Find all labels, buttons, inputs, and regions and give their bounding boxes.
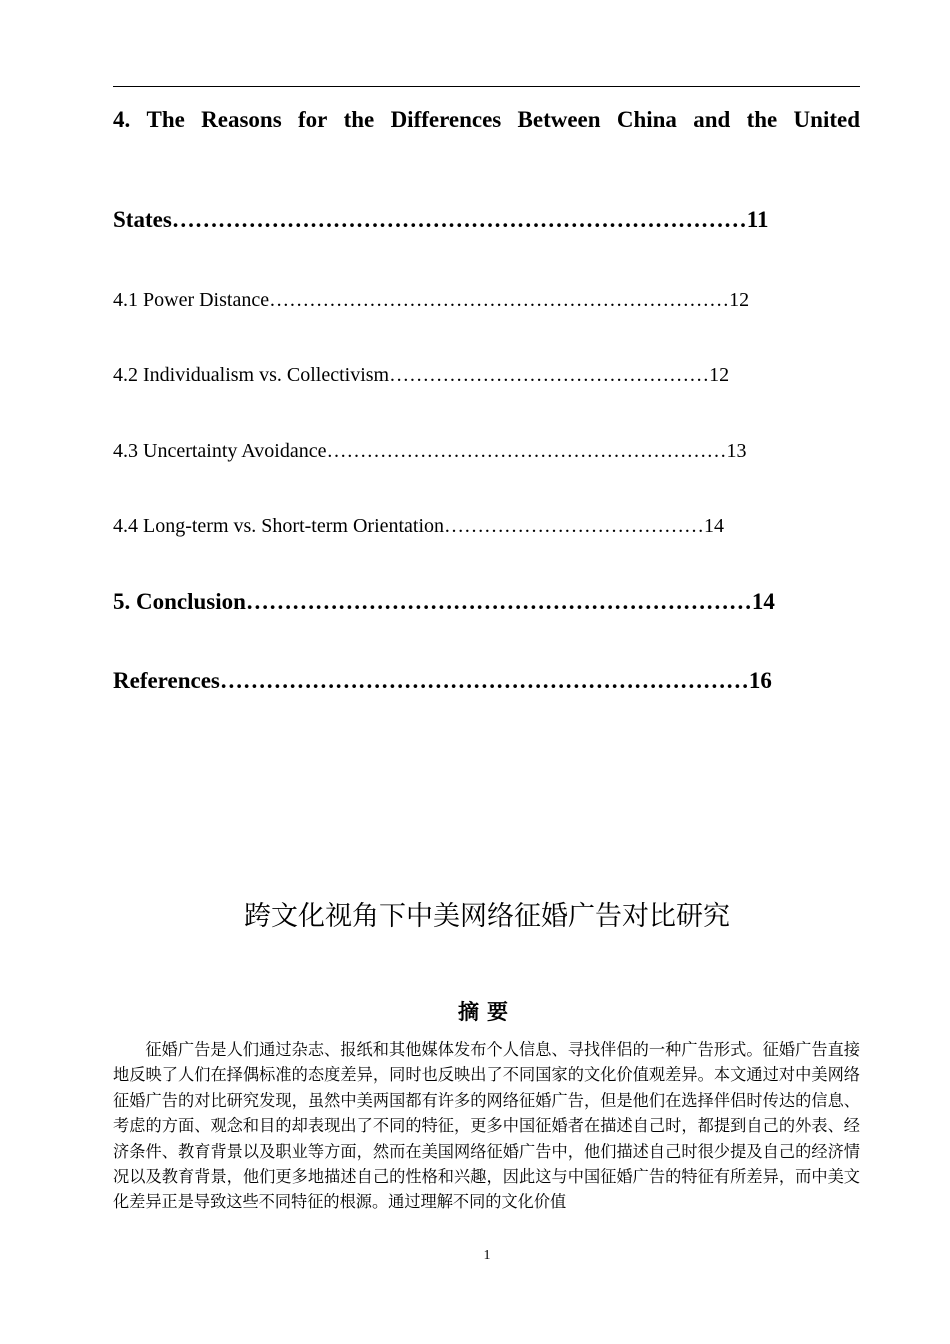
abstract-heading: 摘要 xyxy=(458,1000,516,1024)
toc-word: 4. xyxy=(113,107,131,132)
toc-chapter-4-line1 xyxy=(113,107,860,133)
toc-word: The xyxy=(146,107,185,132)
chinese-title: 跨文化视角下中美网络征婚广告对比研究 xyxy=(244,901,730,932)
abstract-paragraph: 征婚广告是人们通过杂志、报纸和其他媒体发布个人信息、寻找伴侣的一种广告形式。征婚广告直接地反映了人们在择偶标准的态度差异，同时也反映出了不同国家的文化价值观差异。本文通过对中美网络征婚广告的对比研究发现，虽然中美两国都有许多的网络征婚广告，但是他们在选择伴侣时传达的信息、考虑的方面、观念和目的却表现出了不同的特征，更多中国征婚者在描述自己时，都提到自己的外表、经济条件、教育背景以及职业等方面，然而在美国网络征婚广告中，他们描述自己时很少提及自己的经济情况以及教育背景，他们更多地描述自己的性格和兴趣，因此这与中国征婚广告的特征有所差异，而中美文化差异正是导致这些不同特征的根源。通过理解不同的文化价值 xyxy=(113,1040,860,1212)
toc-references[interactable]: References……………………………………………………………16 xyxy=(113,668,772,693)
toc-word: the xyxy=(746,107,778,132)
toc-section-4-4[interactable]: 4.4 Long-term vs. Short-term Orientation…………………………………14 xyxy=(113,515,725,537)
toc-word: for xyxy=(297,107,328,132)
toc-chapter-5[interactable]: 5. Conclusion…………………………………………………………14 xyxy=(113,589,775,614)
toc-word: Reasons xyxy=(201,107,282,132)
toc-word: the xyxy=(343,107,375,132)
header-rule xyxy=(113,86,860,87)
toc-word: China xyxy=(616,107,677,132)
toc-word: Between xyxy=(517,107,601,132)
toc-section-4-2[interactable]: 4.2 Individualism vs. Collectivism…………………………………………12 xyxy=(113,364,730,386)
page-number: 1 xyxy=(483,1248,491,1263)
toc-word: Differences xyxy=(390,107,502,132)
toc-chapter-4-line2[interactable]: States…………………………………………………………………11 xyxy=(113,207,769,232)
toc-section-4-1[interactable]: 4.1 Power Distance……………………………………………………………12 xyxy=(113,289,750,311)
toc-word: United xyxy=(793,107,860,132)
toc-section-4-3[interactable]: 4.3 Uncertainty Avoidance……………………………………………………13 xyxy=(113,440,747,462)
toc-word: and xyxy=(693,107,731,132)
